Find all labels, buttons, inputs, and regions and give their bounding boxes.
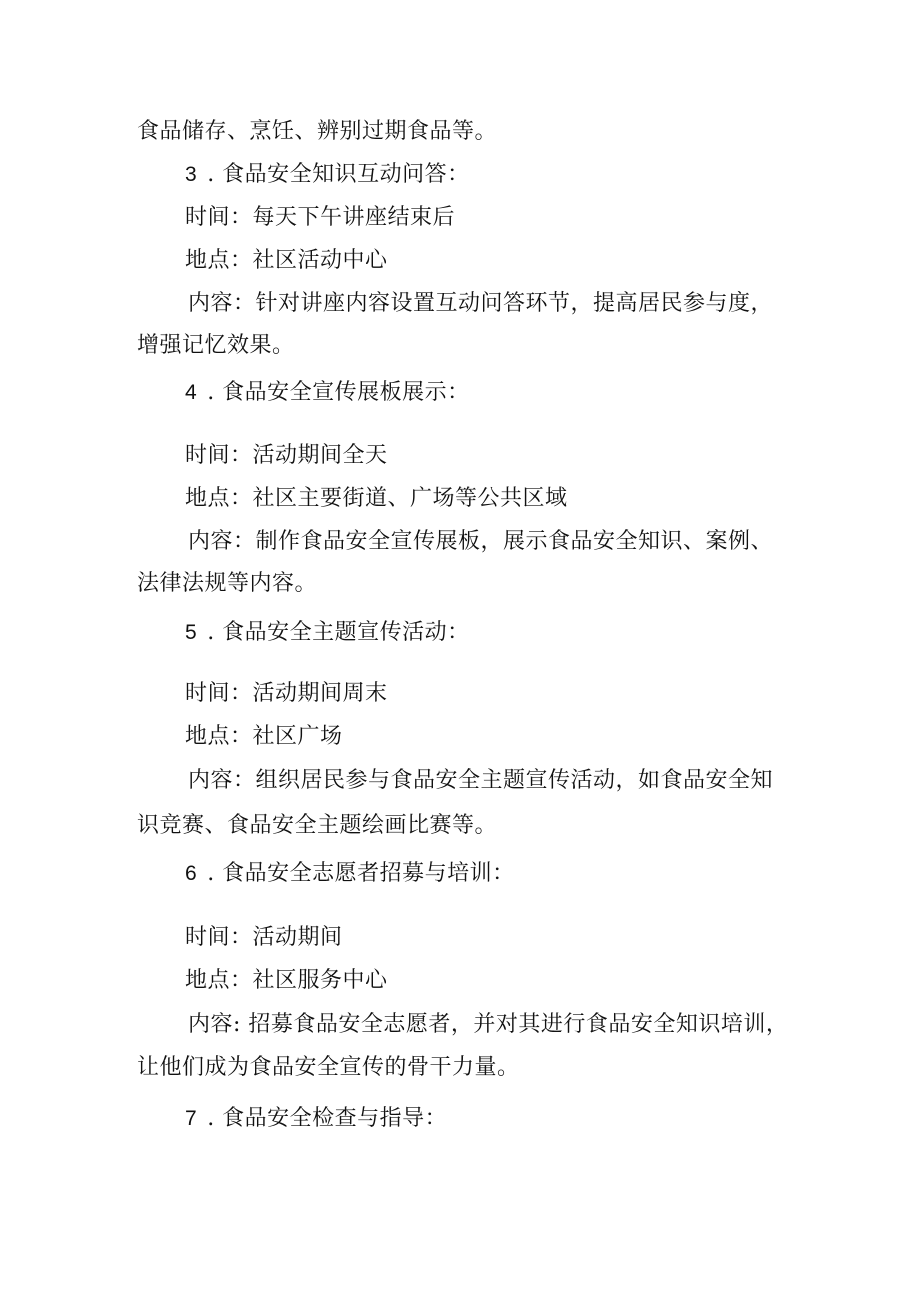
section-4-title: . 食品安全宣传展板展示： xyxy=(207,380,470,405)
section-3-number: 3 xyxy=(185,163,198,186)
section-4-number: 4 xyxy=(185,381,198,404)
section-5-heading xyxy=(185,618,470,648)
section-5-content-line1: 内容：组织居民参与食品安全主题宣传活动，如食品安全知 xyxy=(188,768,774,793)
section-4-place: 地点：社区主要街道、广场等公共区域 xyxy=(185,486,568,511)
section-4-content-line2: 法律法规等内容。 xyxy=(137,571,318,596)
section-7-number: 7 xyxy=(185,1107,198,1130)
section-4-heading xyxy=(185,378,470,408)
section-6-heading xyxy=(185,859,515,889)
section-5-place: 地点：社区广场 xyxy=(185,724,343,749)
section-6-number: 6 xyxy=(185,862,198,885)
section-5-number: 5 xyxy=(185,621,198,644)
section-3-content-line1: 内容：针对讲座内容设置互动问答环节，提高居民参与度， xyxy=(188,291,774,316)
section-6-title: . 食品安全志愿者招募与培训： xyxy=(207,861,515,886)
section-3-title: . 食品安全知识互动问答： xyxy=(207,162,470,187)
section-5-time: 时间：活动期间周末 xyxy=(185,681,388,706)
section-3-place: 地点：社区活动中心 xyxy=(185,248,388,273)
section-5-content-line2: 识竞赛、食品安全主题绘画比赛等。 xyxy=(137,813,498,838)
section-3-heading xyxy=(185,160,470,190)
section-4-content-line1: 内容：制作食品安全宣传展板，展示食品安全知识、案例、 xyxy=(188,529,774,554)
section-6-content-line1: 内容: 招募食品安全志愿者，并对其进行食品安全知识培训， xyxy=(188,1012,789,1037)
section-6-content-line2: 让他们成为食品安全宣传的骨干力量。 xyxy=(137,1055,520,1080)
section-5-title: . 食品安全主题宣传活动： xyxy=(207,620,470,645)
section-7-heading xyxy=(185,1104,447,1134)
section-7-title: . 食品安全检查与指导： xyxy=(207,1106,448,1131)
section-3-content-line2: 增强记忆效果。 xyxy=(137,333,295,358)
intro-tail-text: 食品储存、烹饪、辨别过期食品等。 xyxy=(137,119,498,144)
section-4-time: 时间：活动期间全天 xyxy=(185,443,388,468)
section-3-time: 时间：每天下午讲座结束后 xyxy=(185,205,456,230)
section-6-place: 地点：社区服务中心 xyxy=(185,968,388,993)
section-6-time: 时间：活动期间 xyxy=(185,925,343,950)
